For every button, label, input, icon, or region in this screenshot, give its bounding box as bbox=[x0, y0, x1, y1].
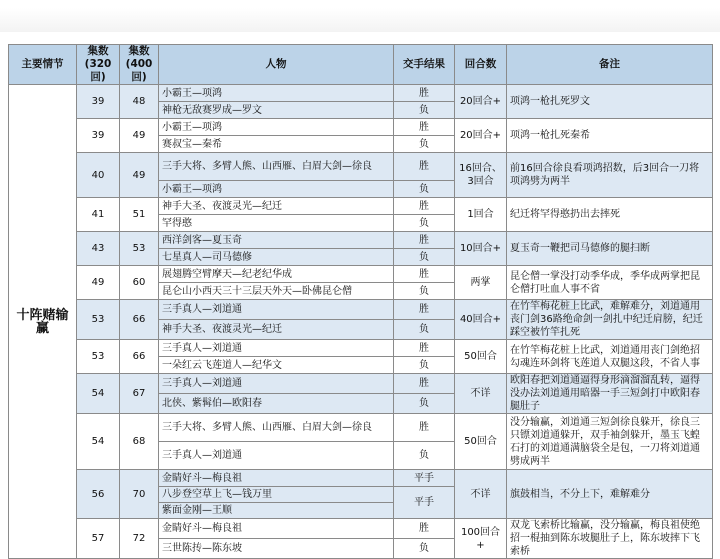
rounds-cell: 40回合+ bbox=[455, 300, 507, 340]
rounds-cell: 20回合+ bbox=[455, 119, 507, 153]
table-row bbox=[9, 85, 713, 102]
ep400-cell: 66 bbox=[120, 300, 159, 340]
fighter-a: 小霸王—项鸿 bbox=[159, 119, 394, 136]
fighter-b: 七星真人—司马德修 bbox=[159, 249, 394, 266]
rounds-cell: 50回合 bbox=[455, 414, 507, 470]
result-a: 胜 bbox=[394, 519, 455, 539]
fighter-a: 三手真人—刘道通 bbox=[159, 300, 394, 320]
note-cell: 纪迁将罕得憨扔出去摔死 bbox=[507, 198, 713, 232]
rounds-cell: 10回合+ bbox=[455, 232, 507, 266]
ep320-cell: 39 bbox=[77, 119, 120, 153]
result-a: 胜 bbox=[394, 340, 455, 357]
ep320-cell: 43 bbox=[77, 232, 120, 266]
ep400-cell: 48 bbox=[120, 85, 159, 119]
rounds-cell: 20回合+ bbox=[455, 85, 507, 119]
ep320-cell: 54 bbox=[77, 374, 120, 414]
fighter-a: 金睛好斗—梅良祖 bbox=[159, 470, 394, 487]
ep320-cell: 40 bbox=[77, 153, 120, 198]
top-bar bbox=[0, 8, 720, 32]
ep400-cell: 60 bbox=[120, 266, 159, 300]
header-plot: 主要情节 bbox=[9, 45, 77, 85]
note-cell: 项鸿一枪扎死罗文 bbox=[507, 85, 713, 119]
fighter-a: 三手真人—刘道通 bbox=[159, 374, 394, 394]
fighter-b: 赛叔宝—秦希 bbox=[159, 136, 394, 153]
fighter-b: 一朵红云飞莲道人—纪华文 bbox=[159, 357, 394, 374]
result-a: 胜 bbox=[394, 119, 455, 136]
fighter-a: 三手大将、多臂人熊、山西雁、白眉大剑—徐良 bbox=[159, 414, 394, 442]
ep400-cell: 49 bbox=[120, 119, 159, 153]
ep400-cell: 72 bbox=[120, 519, 159, 559]
ep320-cell: 53 bbox=[77, 340, 120, 374]
note-cell: 夏玉奇一鞭把司马德修的腿扫断 bbox=[507, 232, 713, 266]
fighter-a: 西洋剑客—夏玉奇 bbox=[159, 232, 394, 249]
rounds-cell: 不详 bbox=[455, 470, 507, 519]
result-a: 胜 bbox=[394, 85, 455, 102]
header-row bbox=[9, 45, 713, 85]
table-row bbox=[9, 519, 713, 539]
fighter-b: 小霸王—项鸿 bbox=[159, 181, 394, 198]
battle-table bbox=[8, 44, 713, 559]
note-cell: 双龙飞索桥比输赢，没分输赢，梅良祖使绝招一棍抽到陈东坡腿肚子上，陈东坡摔下飞索桥 bbox=[507, 519, 713, 559]
fighter-a: 三手真人—刘道通 bbox=[159, 340, 394, 357]
result-a: 胜 bbox=[394, 414, 455, 442]
battle-table-wrapper bbox=[8, 44, 712, 559]
result-a: 胜 bbox=[394, 153, 455, 181]
fighter-b: 神手大圣、夜渡灵光—纪迁 bbox=[159, 320, 394, 340]
result-b: 负 bbox=[394, 181, 455, 198]
result-a: 平手 bbox=[394, 470, 455, 487]
header-notes: 备注 bbox=[507, 45, 713, 85]
plot-cell: 十阵赌输赢 bbox=[9, 85, 77, 559]
rounds-cell: 16回合、3回合 bbox=[455, 153, 507, 198]
result-b: 负 bbox=[394, 249, 455, 266]
result-b: 负 bbox=[394, 102, 455, 119]
table-row bbox=[9, 374, 713, 394]
note-cell: 在竹竿梅花桩上比武，难解难分，刘道通用丧门剑36路绝命剑一剑扎中纪迁肩膀，纪迁踩空被竹竿扎死 bbox=[507, 300, 713, 340]
header-rounds: 回合数 bbox=[455, 45, 507, 85]
fighter-a: 三手大将、多臂人熊、山西雁、白眉大剑—徐良 bbox=[159, 153, 394, 181]
note-cell: 没分输赢，刘道通三短剑徐良躲开，徐良三只镖刘道通躲开，双手袖剑躲开，墨玉飞蝗石打的刘道通满脑袋全是包，一刀将刘道通劈成两半 bbox=[507, 414, 713, 470]
fighter-b: 北侠、紫髯伯—欧阳春 bbox=[159, 394, 394, 414]
fighter-a: 神手大圣、夜渡灵光—纪迁 bbox=[159, 198, 394, 215]
ep320-cell: 41 bbox=[77, 198, 120, 232]
fighter-b: 神枪无敌赛罗成—罗文 bbox=[159, 102, 394, 119]
table-row bbox=[9, 232, 713, 249]
ep320-cell: 56 bbox=[77, 470, 120, 519]
note-cell: 前16回合徐良看项鸿招数，后3回合一刀将项鸿劈为两半 bbox=[507, 153, 713, 198]
ep400-cell: 51 bbox=[120, 198, 159, 232]
fighter-a: 展翅腾空臂摩天—纪老纪华成 bbox=[159, 266, 394, 283]
fighter-b: 三世陈抟—陈东坡 bbox=[159, 539, 394, 559]
result-b: 负 bbox=[394, 394, 455, 414]
result-b: 负 bbox=[394, 283, 455, 300]
ep320-cell: 49 bbox=[77, 266, 120, 300]
header-ep400: 集数(400回) bbox=[120, 45, 159, 85]
ep400-cell: 66 bbox=[120, 340, 159, 374]
result-a: 胜 bbox=[394, 300, 455, 320]
ep400-cell: 53 bbox=[120, 232, 159, 266]
fighter-b2: 紫面金刚—王顺 bbox=[159, 503, 394, 519]
ep320-cell: 53 bbox=[77, 300, 120, 340]
fighter-b: 八步登空草上飞—钱万里 bbox=[159, 487, 394, 503]
rounds-cell: 不详 bbox=[455, 374, 507, 414]
header-people: 人物 bbox=[159, 45, 394, 85]
result-b: 负 bbox=[394, 442, 455, 470]
table-row bbox=[9, 198, 713, 215]
rounds-cell: 100回合+ bbox=[455, 519, 507, 559]
table-row bbox=[9, 340, 713, 357]
fighter-b: 三手真人—刘道通 bbox=[159, 442, 394, 470]
ep400-cell: 49 bbox=[120, 153, 159, 198]
note-cell: 在竹竿梅花桩上比武，刘道通用丧门剑绝招勾魂连环剑将飞莲道人双腿这段，不省人事 bbox=[507, 340, 713, 374]
table-row bbox=[9, 470, 713, 487]
fighter-a: 小霸王—项鸿 bbox=[159, 85, 394, 102]
result-b: 平手 bbox=[394, 487, 455, 519]
result-a: 胜 bbox=[394, 232, 455, 249]
result-a: 胜 bbox=[394, 266, 455, 283]
note-cell: 旗鼓相当，不分上下，难解难分 bbox=[507, 470, 713, 519]
ep320-cell: 57 bbox=[77, 519, 120, 559]
table-row bbox=[9, 266, 713, 283]
result-b: 负 bbox=[394, 136, 455, 153]
result-b: 负 bbox=[394, 320, 455, 340]
table-row bbox=[9, 414, 713, 442]
note-cell: 昆仑僧一掌没打动季华成，季华成两掌把昆仑僧打吐血人事不省 bbox=[507, 266, 713, 300]
result-a: 胜 bbox=[394, 198, 455, 215]
ep400-cell: 68 bbox=[120, 414, 159, 470]
result-a: 胜 bbox=[394, 374, 455, 394]
fighter-b: 罕得憨 bbox=[159, 215, 394, 232]
table-row bbox=[9, 153, 713, 181]
ep320-cell: 39 bbox=[77, 85, 120, 119]
note-cell: 项鸿一枪扎死秦希 bbox=[507, 119, 713, 153]
fighter-a: 金睛好斗—梅良祖 bbox=[159, 519, 394, 539]
table-row bbox=[9, 119, 713, 136]
result-b: 负 bbox=[394, 539, 455, 559]
ep400-cell: 67 bbox=[120, 374, 159, 414]
fighter-b: 昆仑山小西天三十三层天外天—卧佛昆仑僧 bbox=[159, 283, 394, 300]
rounds-cell: 50回合 bbox=[455, 340, 507, 374]
result-b: 负 bbox=[394, 215, 455, 232]
note-cell: 欧阳春把刘道通逼得身形滴溜溜乱转，逼得没办法刘道通用暗器一手三短剑打中欧阳春腿肚子 bbox=[507, 374, 713, 414]
result-b: 负 bbox=[394, 357, 455, 374]
ep400-cell: 70 bbox=[120, 470, 159, 519]
header-ep320: 集数(320回) bbox=[77, 45, 120, 85]
ep320-cell: 54 bbox=[77, 414, 120, 470]
rounds-cell: 两掌 bbox=[455, 266, 507, 300]
table-row bbox=[9, 300, 713, 320]
rounds-cell: 1回合 bbox=[455, 198, 507, 232]
header-result: 交手结果 bbox=[394, 45, 455, 85]
